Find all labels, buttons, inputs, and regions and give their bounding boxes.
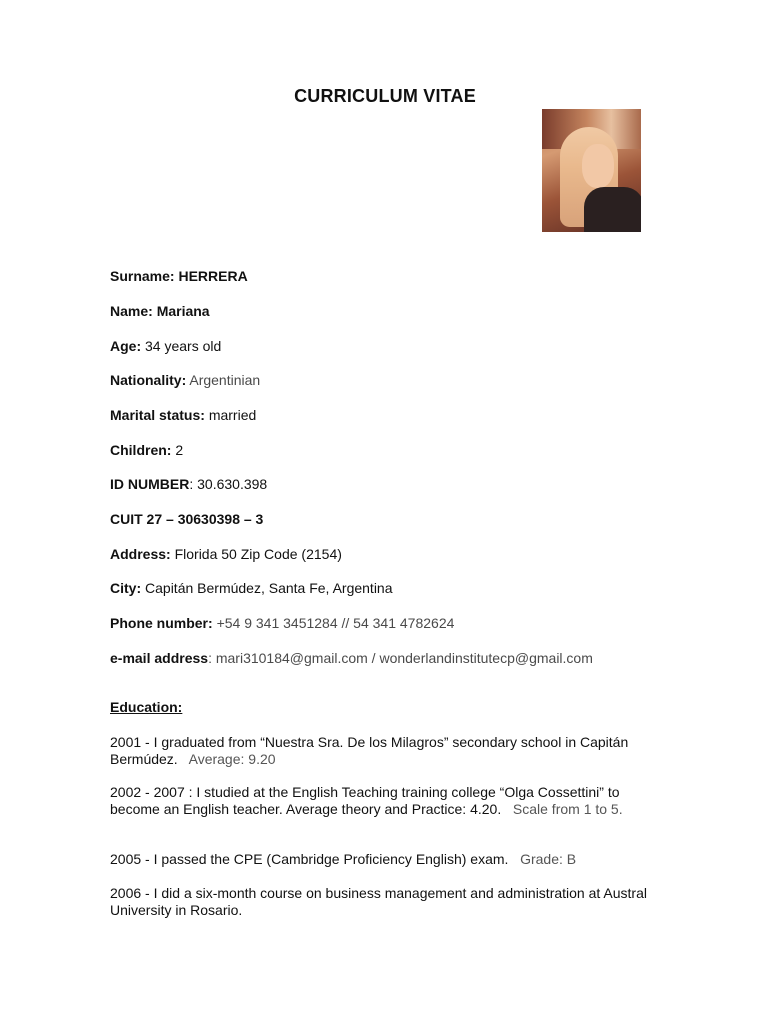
profile-photo xyxy=(542,109,641,232)
field-value: Florida 50 Zip Code (2154) xyxy=(174,546,342,562)
field-label: e-mail address xyxy=(110,650,209,666)
field-value: Mariana xyxy=(156,303,210,319)
field-value: Argentinian xyxy=(189,372,261,388)
education-item-extra: Average: 9.20 xyxy=(188,750,276,767)
field-label: Age: xyxy=(110,338,142,354)
education-item-text: 2002 - 2007 : I studied at the English Teaching training college “Olga Cossettini” to become an English teacher. Average theory and Practice: 4.20. xyxy=(110,784,620,817)
page-title: CURRICULUM VITAE xyxy=(294,86,476,106)
field-label: Marital status: xyxy=(110,407,205,423)
field-id-number xyxy=(110,476,267,493)
field-value: HERRERA xyxy=(178,268,248,284)
field-marital-status xyxy=(110,407,256,424)
field-children xyxy=(110,442,183,459)
field-label: Phone number: xyxy=(110,615,213,631)
field-email xyxy=(110,650,593,667)
field-value: : 30.630.398 xyxy=(189,476,268,492)
field-label: CUIT 27 – 30630398 – 3 xyxy=(110,511,264,527)
field-label: Name: xyxy=(110,303,153,319)
education-item-text: 2001 - I graduated from “Nuestra Sra. De los Milagros” secondary school in Capitán Bermúdez. xyxy=(110,734,629,767)
education-item-text: 2005 - I passed the CPE (Cambridge Proficiency English) exam. xyxy=(110,851,509,867)
field-label: Surname: xyxy=(110,268,175,284)
field-nationality xyxy=(110,372,260,389)
field-address xyxy=(110,546,342,563)
field-city xyxy=(110,580,393,597)
education-item-text: 2006 - I did a six-month course on business management and administration at Austral University in Rosario. xyxy=(110,885,647,918)
field-value: 34 years old xyxy=(145,338,222,354)
education-item-extra: Grade: B xyxy=(520,851,577,867)
field-label: Children: xyxy=(110,442,172,458)
field-value: : mari310184@gmail.com / wonderlandinstitutecp@gmail.com xyxy=(208,650,593,666)
education-item xyxy=(110,851,670,868)
education-item xyxy=(110,784,670,817)
field-value: Capitán Bermúdez, Santa Fe, Argentina xyxy=(145,580,393,596)
field-surname xyxy=(110,268,248,285)
field-value: +54 9 341 3451284 // 54 341 4782624 xyxy=(216,615,455,631)
field-age xyxy=(110,338,221,355)
field-label: ID NUMBER xyxy=(110,476,190,492)
education-item-extra: Scale from 1 to 5. xyxy=(512,800,623,817)
photo-face xyxy=(582,144,614,188)
field-value: 2 xyxy=(175,442,184,458)
field-cuit xyxy=(110,511,263,528)
field-label: Nationality: xyxy=(110,372,187,388)
field-label: Address: xyxy=(110,546,171,562)
education-item xyxy=(110,734,670,767)
field-value: married xyxy=(208,407,257,423)
photo-body xyxy=(584,187,641,232)
field-name xyxy=(110,303,210,320)
field-label: City: xyxy=(110,580,142,596)
education-item xyxy=(110,885,670,918)
field-phone xyxy=(110,615,454,632)
education-heading: Education: xyxy=(110,699,183,715)
